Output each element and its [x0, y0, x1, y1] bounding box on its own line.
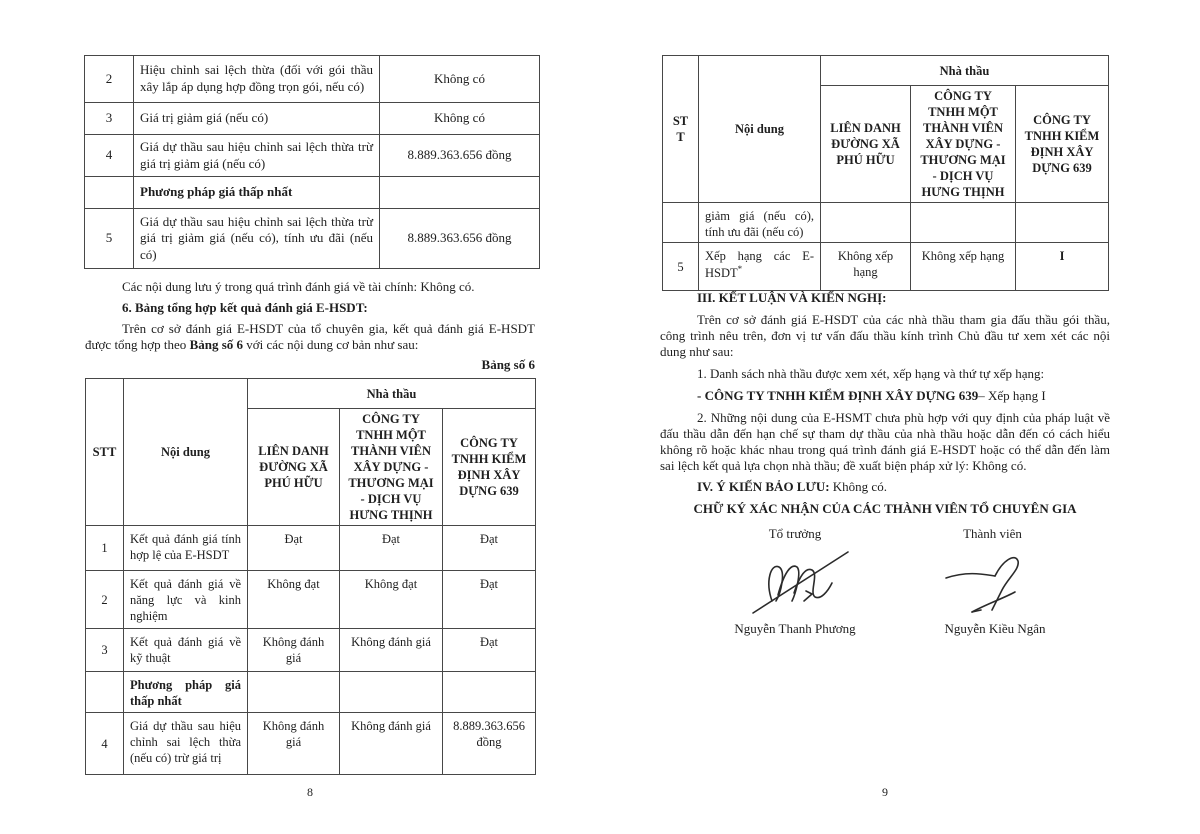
- page-number-9: 9: [882, 785, 888, 799]
- summary-row-value-2: [911, 203, 1016, 243]
- summary-row-stt: 5: [663, 243, 699, 291]
- finance-row-stt: [85, 177, 134, 209]
- header-contractor-3: CÔNG TY TNHH KIỂM ĐỊNH XÂY DỰNG 639: [1016, 86, 1109, 203]
- summary-row-value-1: Không đánh giá: [248, 629, 340, 672]
- conclusion-intro-paragraph: Trên cơ sở đánh giá E-HSDT của các nhà thầu tham gia đấu thầu gói thầu, công trình nêu trên, đơn vị tư vấn đấu thầu kính trình Chủ đầu tư xem xét các nội dung như sau:: [660, 312, 1110, 359]
- finance-row-label: Phương pháp giá thấp nhất: [134, 177, 380, 209]
- summary-row-value-1: [821, 203, 911, 243]
- summary-row-label: giảm giá (nếu có), tính ưu đãi (nếu có): [699, 203, 821, 243]
- summary-row-value-1: Đạt: [248, 526, 340, 571]
- summary-table-continued: [662, 55, 1109, 291]
- summary-row-label: Phương pháp giá thấp nhất: [124, 672, 248, 713]
- summary-intro-part2: với các nội dung cơ bản như sau:: [243, 337, 419, 352]
- header-contractor-1: LIÊN DANH ĐƯỜNG XÃ PHÚ HỮU: [821, 86, 911, 203]
- header-stt: STT: [86, 379, 124, 526]
- winner-line: [660, 388, 1110, 404]
- signature-role-right: Thành viên: [963, 526, 1022, 541]
- summary-row-stt: [86, 672, 124, 713]
- summary-row-value-1: Không đánh giá: [248, 713, 340, 775]
- finance-row-stt: 2: [85, 56, 134, 103]
- summary-row-value-3: [1016, 203, 1109, 243]
- finance-row-label: Hiệu chỉnh sai lệch thừa (đối với gói thầu xây lắp áp dụng hợp đồng trọn gói, nếu có): [134, 56, 380, 103]
- summary-row-label: Giá dự thầu sau hiệu chỉnh sai lệch thừa (nếu có) trừ giá trị: [124, 713, 248, 775]
- summary-row-value-3: Đạt: [443, 526, 536, 571]
- header-content: Nội dung: [699, 56, 821, 203]
- signature-right-image: [942, 548, 1037, 618]
- summary-row-label: Xếp hạng các E-HSDT*: [699, 243, 821, 291]
- header-stt: STT: [663, 56, 699, 203]
- finance-note: Các nội dung lưu ý trong quá trình đánh giá về tài chính: Không có.: [122, 279, 475, 294]
- footnote-asterisk: *: [737, 264, 743, 274]
- finance-row-stt: 4: [85, 135, 134, 177]
- section-6-heading: 6. Bảng tổng hợp kết quả đánh giá E-HSDT:: [122, 300, 368, 315]
- finance-table: [84, 55, 540, 269]
- winner-rank: – Xếp hạng I: [978, 388, 1046, 403]
- signature-left-image: [748, 543, 858, 618]
- winner-name: - CÔNG TY TNHH KIỂM ĐỊNH XÂY DỰNG 639: [697, 388, 979, 403]
- summary-row-value-3: Đạt: [443, 629, 536, 672]
- finance-row-value: [380, 177, 540, 209]
- header-contractor-group: Nhà thầu: [248, 379, 536, 409]
- signature-name-right: Nguyễn Kiều Ngân: [944, 621, 1046, 636]
- summary-row-stt: 3: [86, 629, 124, 672]
- section-3-heading: III. KẾT LUẬN VÀ KIẾN NGHỊ:: [697, 290, 887, 305]
- header-contractor-3: CÔNG TY TNHH KIỂM ĐỊNH XÂY DỰNG 639: [443, 409, 536, 526]
- finance-row-value: 8.889.363.656 đồng: [380, 209, 540, 269]
- finance-row-label: Giá dự thầu sau hiệu chỉnh sai lệch thừa trừ giá trị giảm giá (nếu có), tính ưu đãi (nếu có): [134, 209, 380, 269]
- finance-row-stt: 5: [85, 209, 134, 269]
- table-caption: Bảng số 6: [481, 357, 535, 372]
- summary-row-value-3: Đạt: [443, 571, 536, 629]
- summary-row-label: Kết quả đánh giá về năng lực và kinh nghiệm: [124, 571, 248, 629]
- signature-name-left: Nguyễn Thanh Phương: [734, 621, 856, 636]
- summary-table: [85, 378, 536, 775]
- summary-row-value-1: Không đạt: [248, 571, 340, 629]
- section-4-heading: IV. Ý KIẾN BẢO LƯU:: [697, 479, 830, 494]
- summary-row-stt: 1: [86, 526, 124, 571]
- summary-row-value-2: Đạt: [340, 526, 443, 571]
- header-contractor-group: Nhà thầu: [821, 56, 1109, 86]
- finance-row-value: 8.889.363.656 đồng: [380, 135, 540, 177]
- signature-role-left: Tổ trưởng: [768, 526, 822, 541]
- summary-row-value-2: Không đánh giá: [340, 629, 443, 672]
- summary-row-value-2: Không đạt: [340, 571, 443, 629]
- summary-row-value-2: Không đánh giá: [340, 713, 443, 775]
- summary-intro-part1: Trên cơ sở đánh giá E-HSDT của tổ chuyên gia, kết quả đánh giá E-HSDT được tổng hợp theo: [85, 321, 535, 352]
- summary-row-value-1: [248, 672, 340, 713]
- finance-row-label: Giá dự thầu sau hiệu chỉnh sai lệch thừa trừ giá trị giảm giá (nếu có): [134, 135, 380, 177]
- header-contractor-1: LIÊN DANH ĐƯỜNG XÃ PHÚ HỮU: [248, 409, 340, 526]
- finance-row-stt: 3: [85, 103, 134, 135]
- summary-intro-paragraph: [85, 321, 535, 353]
- summary-row-value-3: [443, 672, 536, 713]
- summary-row-stt: 4: [86, 713, 124, 775]
- finance-row-label: Giá trị giảm giá (nếu có): [134, 103, 380, 135]
- summary-row-value-3: I: [1016, 243, 1109, 291]
- header-contractor-2: CÔNG TY TNHH MỘT THÀNH VIÊN XÂY DỰNG - THƯƠNG MẠI - DỊCH VỤ HƯNG THỊNH: [340, 409, 443, 526]
- summary-row-label: Kết quả đánh giá về kỹ thuật: [124, 629, 248, 672]
- section-4-line: [660, 479, 1110, 495]
- summary-row-value-3: 8.889.363.656 đồng: [443, 713, 536, 775]
- summary-row-label: Kết quả đánh giá tính hợp lệ của E-HSDT: [124, 526, 248, 571]
- summary-row-value-1: Không xếp hạng: [821, 243, 911, 291]
- page-number-8: 8: [307, 785, 313, 799]
- summary-intro-bold: Bảng số 6: [189, 337, 244, 352]
- summary-row-stt: [663, 203, 699, 243]
- header-content: Nội dung: [124, 379, 248, 526]
- summary-row-stt: 2: [86, 571, 124, 629]
- list-item-1: 1. Danh sách nhà thầu được xem xét, xếp hạng và thứ tự xếp hạng:: [697, 366, 1045, 381]
- signature-block-heading: CHỮ KÝ XÁC NHẬN CỦA CÁC THÀNH VIÊN TỔ CHUYÊN GIA: [693, 501, 1077, 516]
- header-contractor-2: CÔNG TY TNHH MỘT THÀNH VIÊN XÂY DỰNG - THƯƠNG MẠI - DỊCH VỤ HƯNG THỊNH: [911, 86, 1016, 203]
- list-item-2: 2. Những nội dung của E-HSMT chưa phù hợp với quy định của pháp luật về đấu thầu dẫn đến hạn chế sự tham dự thầu của nhà thầu hoặc dẫn đến có cách hiểu không rõ hoặc khác nhau trong quá trình đánh giá E-HSDT hoặc có thể dẫn đến làm sai lệch kết quả lựa chọn nhà thầu; đề xuất biện pháp xử lý: Không có.: [660, 410, 1110, 473]
- finance-row-value: Không có: [380, 103, 540, 135]
- summary-row-value-2: Không xếp hạng: [911, 243, 1016, 291]
- section-4-value: Không có.: [829, 479, 887, 494]
- finance-row-value: Không có: [380, 56, 540, 103]
- summary-row-value-2: [340, 672, 443, 713]
